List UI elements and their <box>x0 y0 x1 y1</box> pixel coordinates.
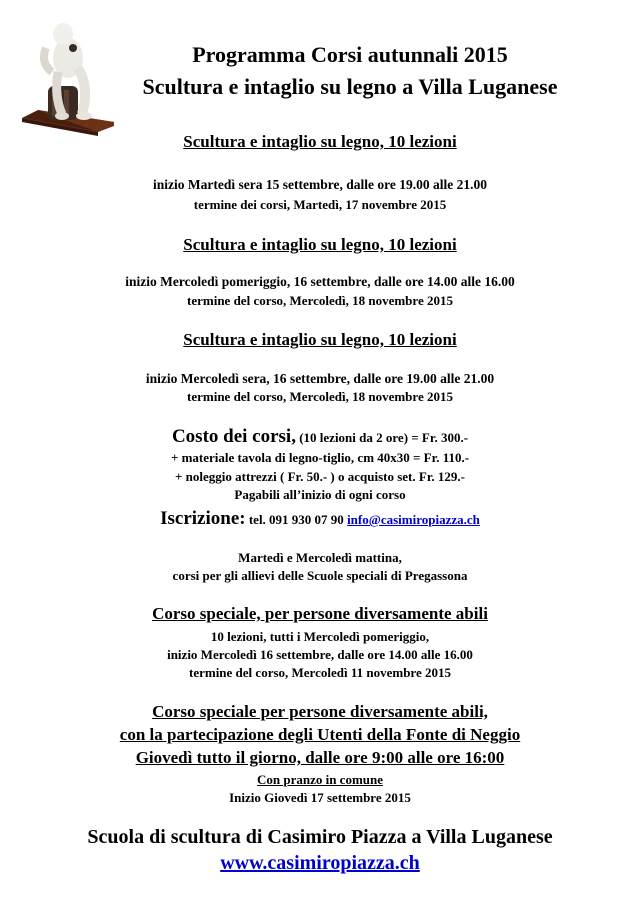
course-1-start: inizio Martedì sera 15 settembre, dalle ore 19.00 alle 21.00 <box>153 177 487 192</box>
course-1-end: termine dei corsi, Martedì, 17 novembre 2015 <box>193 197 447 212</box>
special-course-2-start: Inizio Giovedì 17 settembre 2015 <box>229 790 411 805</box>
special-course-2-heading-1: Corso speciale per persone diversamente abili, <box>152 702 488 721</box>
cost-detail: (10 lezioni da 2 ore) = Fr. 300.- <box>295 430 469 445</box>
course-3-end: termine del corso, Mercoledì, 18 novembre 2015 <box>187 389 453 404</box>
course-2-start: inizio Mercoledì pomeriggio, 16 settembre, dalle ore 14.00 alle 16.00 <box>125 274 515 289</box>
cost-line <box>0 426 640 448</box>
registration-phone: tel. 091 930 07 90 <box>245 512 348 527</box>
registration-label: Iscrizione: <box>160 508 246 529</box>
special-course-1-line-1: 10 lezioni, tutti i Mercoledì pomeriggio, <box>210 629 430 644</box>
registration-line <box>0 508 640 530</box>
course-2-end: termine del corso, Mercoledì, 18 novembre 2015 <box>187 293 453 308</box>
special-course-2-heading-2: con la partecipazione degli Utenti della Fonte di Neggio <box>119 725 521 744</box>
course-3-start: inizio Mercoledì sera, 16 settembre, dalle ore 19.00 alle 21.00 <box>145 371 495 386</box>
special-course-1-line-3: termine del corso, Mercoledì 11 novembre 2015 <box>189 665 451 680</box>
footer-school: Scuola di scultura di Casimiro Piazza a Villa Luganese <box>87 826 553 848</box>
special-schools-line-2: corsi per gli allievi delle Scuole speciali di Pregassona <box>172 568 468 583</box>
course-1-heading: Scultura e intaglio su legno, 10 lezioni <box>183 132 457 151</box>
course-2-heading: Scultura e intaglio su legno, 10 lezioni <box>183 235 457 254</box>
title-line-1: Programma Corsi autunnali 2015 <box>192 42 508 67</box>
website-link[interactable]: www.casimiropiazza.ch <box>220 852 420 874</box>
title-line-2: Scultura e intaglio su legno a Villa Luganese <box>142 74 558 99</box>
cost-material: + materiale tavola di legno-tiglio, cm 40x30 = Fr. 110.- <box>170 450 470 465</box>
course-3-heading: Scultura e intaglio su legno, 10 lezioni <box>183 330 457 349</box>
special-course-1-line-2: inizio Mercoledì 16 settembre, dalle ore 14.00 alle 16.00 <box>167 647 473 662</box>
special-course-2-heading-3: Giovedì tutto il giorno, dalle ore 9:00 alle ore 16:00 <box>135 748 505 767</box>
cost-tools: + noleggio attrezzi ( Fr. 50.- ) o acquisto set. Fr. 129.- <box>175 469 465 484</box>
email-link[interactable]: info@casimiropiazza.ch <box>347 512 480 527</box>
cost-payment: Pagabili all’inizio di ogni corso <box>234 487 406 502</box>
special-course-2-lunch: Con pranzo in comune <box>256 772 384 787</box>
special-schools-line-1: Martedì e Mercoledì mattina, <box>238 550 402 565</box>
special-course-1-heading: Corso speciale, per persone diversamente abili <box>152 604 488 623</box>
cost-label: Costo dei corsi, <box>171 426 296 447</box>
